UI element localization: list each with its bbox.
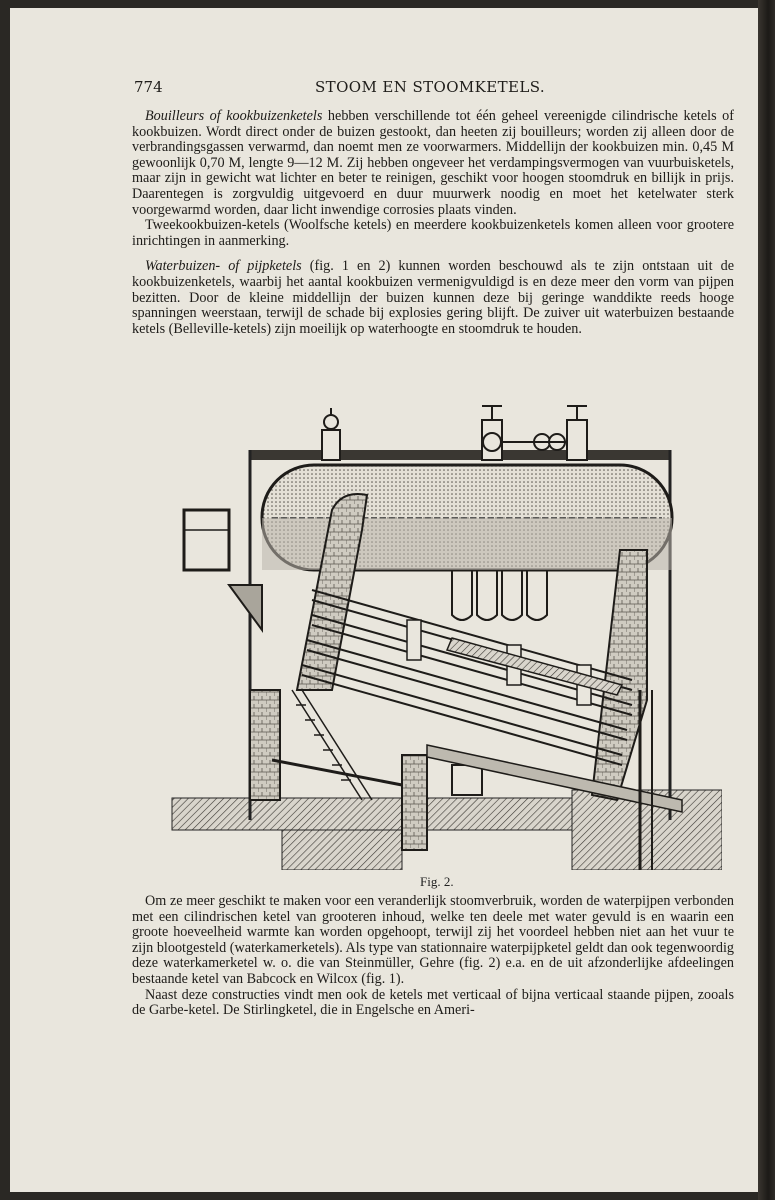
paragraph-waterbuizen: Waterbuizen- of pijpketels (fig. 1 en 2) kunnen worden beschouwd als te zijn ontstaan uit de kookbuizenketels, waarbij het aantal kookbuizen vermenigvuldigd is en deze meer den vorm van pijpen bezitten. Door de kleine middellijn der buizen kunnen deze bij geringe wanddikte reeds hooge spanningen weerstaan, terwijl de schade bij explosies gering blijft. De zuiver uit waterbuizen bestaande ketels (Belleville-ketels) zijn moeilijk op waterhoogte en stoomdruk te houden. — [132, 258, 734, 337]
paragraph-verticaal: Naast deze constructies vindt men ook de ketels met verticaal of bijna verticaal staande pijpen, zooals de Garbe-ketel. De Stirlingketel, die in Engelsche en Ameri- — [132, 986, 734, 1019]
book-spine — [758, 0, 775, 1200]
page-header — [10, 78, 758, 102]
paragraph-tweekookbuizen: Tweekookbuizen-ketels (Woolfsche ketels) en meerdere kookbuizenketels komen alleen voor grootere inrichtingen in aanmerking. — [132, 217, 734, 249]
paragraph-waterkamerketels: Om ze meer geschikt te maken voor een veranderlijk stoomverbruik, worden de waterpijpen verbonden met een cilindrischen ketel van grooteren inhoud, welke ten deele met water gevuld is en waarin een groote hoeveelheid warmte kan worden opgehoopt, terwijl zij het voordeel hebben niet aan het vuur te zijn blootgesteld (waterkamerketels). Als type van stationnaire waterpijpketel geldt dan ook tegenwoordig deze waterkamerketel w. o. die van Steinmüller, Gehre (fig. 2) e.a. en de uit afzonderlijke afdeelingen bestaande ketel van Babcock en Wilcox (fig. 1). — [132, 893, 734, 987]
text-block-bottom — [132, 894, 734, 1019]
book-page — [10, 8, 758, 1192]
figure-caption: Fig. 2. — [420, 874, 454, 889]
paragraph-bouilleurs: Bouilleurs of kookbuizenketels hebben verschillende tot één geheel vereenigde cilindrische ketels of kookbuizen. Wordt direct onder de buizen gestookt, dan heeten zij bouilleurs; worden zij alleen door de verbrandingsgassen verwarmd, dan noemt men ze voorwarmers. Middellijn der kookbuizen min. 0,45 M gewoonlijk 0,70 M, lengte 9—12 M. Zij hebben ongeveer het verdampingsvermogen van vuurbuisketels, maar zijn in gewicht wat lichter en beter te reinigen, geschikt voor hoogen stoomdruk en billijk in prijs. Daarentegen is zorgvuldig uitgevoerd en duur muurwerk noodig en moet het ketelwater sterk voorgewarmd worden, daar licht inwendige corrosies plaats vinden. — [132, 108, 734, 218]
text-block-top — [132, 109, 734, 337]
page-number: 774 — [134, 78, 163, 96]
running-title: STOOM EN STOOMKETELS. — [315, 78, 546, 96]
term-bouilleurs: Bouilleurs of kookbuizenketels — [145, 108, 323, 124]
term-waterbuizen: Waterbuizen- of pijpketels — [145, 258, 302, 275]
boiler-section-drawing — [162, 400, 722, 870]
